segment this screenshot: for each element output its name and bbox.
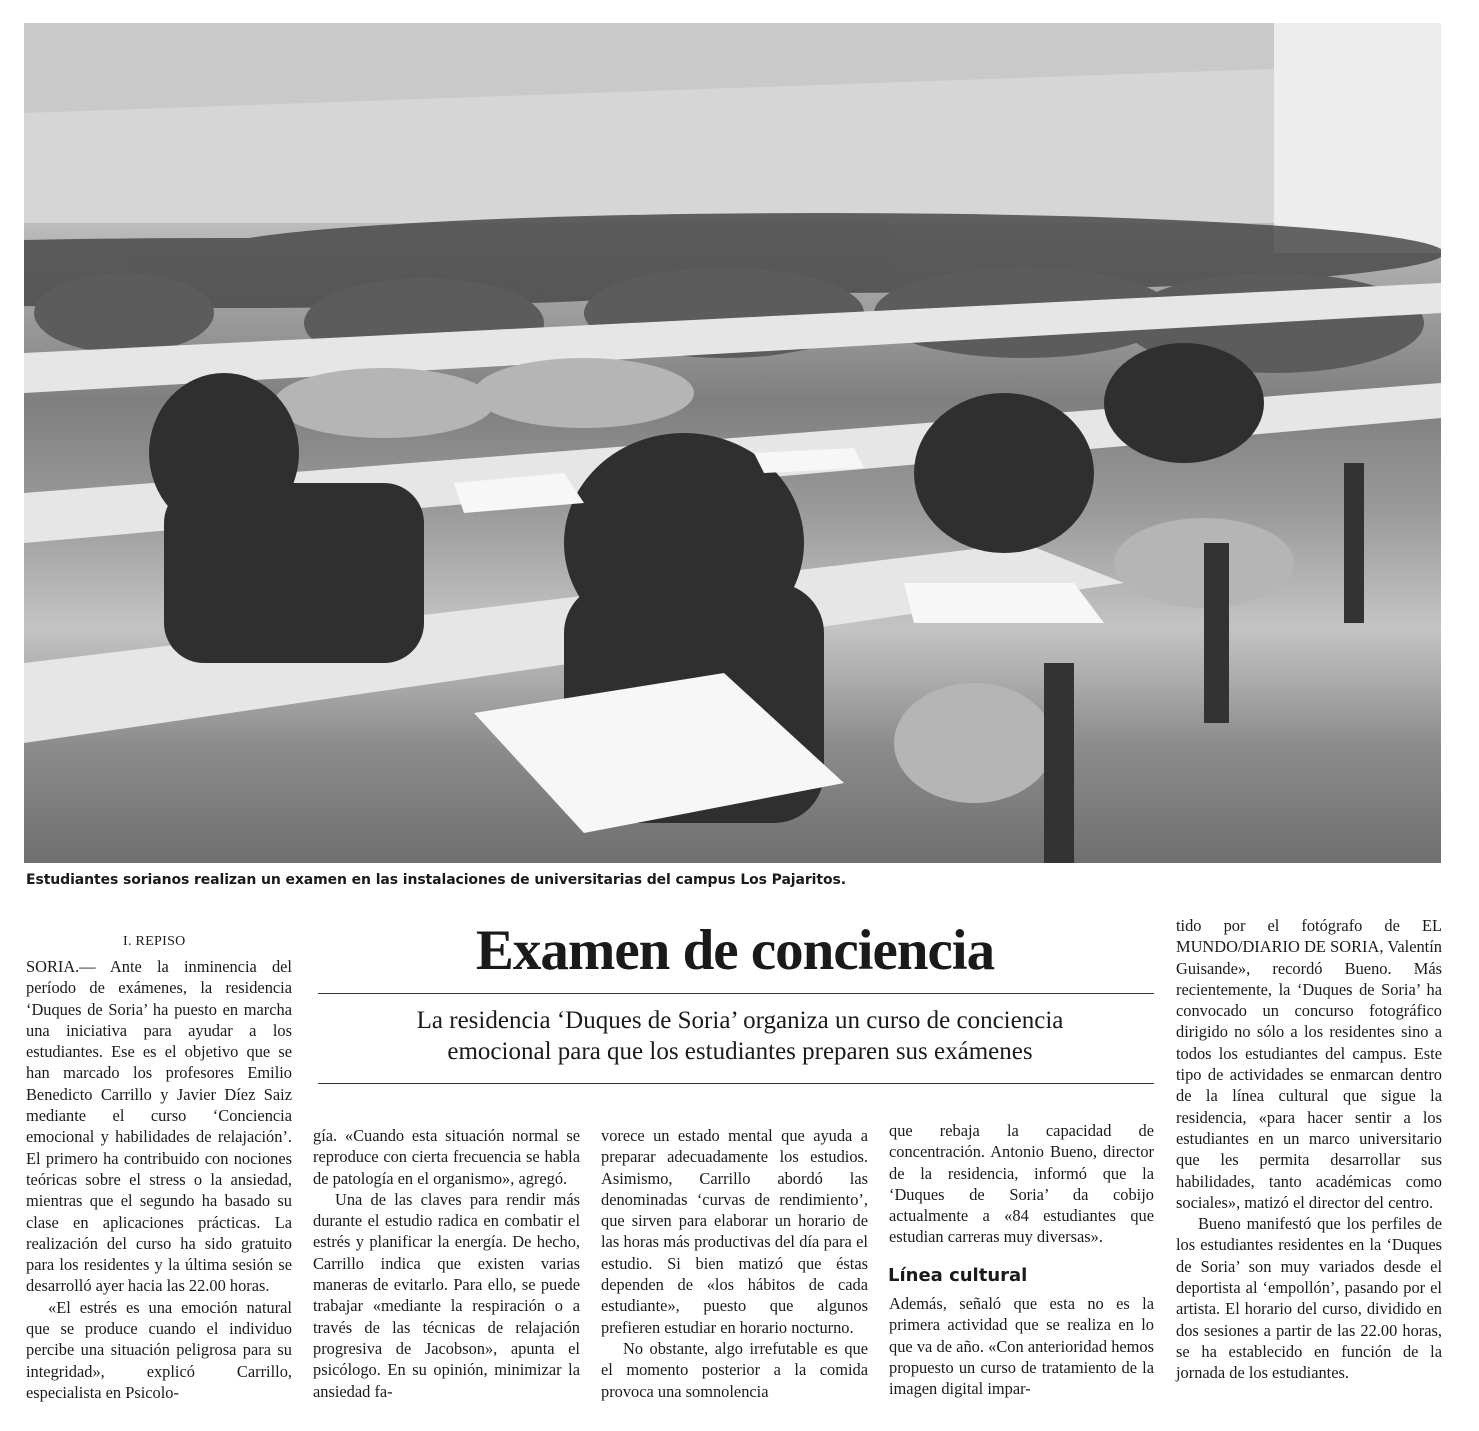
- paragraph: No obstante, algo irrefutable es que el momento posterior a la comida provoca una somnolencia: [601, 1338, 868, 1401]
- article-column-1: [26, 956, 292, 1403]
- article-column-4a: [889, 1120, 1154, 1248]
- photo-caption: Estudiantes sorianos realizan un examen en las instalaciones de universitarias del campus Los Pajaritos.: [26, 872, 846, 888]
- headline-rule-top: [318, 993, 1154, 994]
- article-column-4b: [889, 1293, 1154, 1399]
- article-column-3: [601, 1125, 868, 1402]
- students-exam-photo: [24, 23, 1441, 863]
- paragraph: Bueno manifestó que los perfiles de los estudiantes residentes en la ‘Duques de Soria’ son muy variados desde el deportista al ‘empollón’, pasando por el artista. El horario del curso, dividido en dos sesiones a partir de las 22.00 horas, se ha establecido en función de la jornada de los estudiantes.: [1176, 1214, 1442, 1383]
- subheadline: [320, 1005, 1160, 1067]
- headline: Examen de conciencia: [475, 919, 995, 982]
- paragraph: SORIA.— Ante la inminencia del período de exámenes, la residencia ‘Duques de Soria’ ha puesto en marcha una iniciativa para ayudar a los estudiantes. Ese es el objetivo que se han marcado los profesores Emilio Benedicto Carrillo y Javier Díez Saiz mediante el curso ‘Conciencia emocional y habilidades de relajación’. El primero ha contribuido con nociones teóricas sobre el stress o la ansiedad, mientras que el segundo ha basado su clase en aplicaciones prácticas. La realización del curso ha sido gratuito para los residentes y la última sesión se desarrolló ayer hacia las 22.00 horas.: [26, 957, 292, 1296]
- paragraph: gía. «Cuando esta situación normal se reproduce con cierta frecuencia se habla de patología en el organismo», agregó.: [313, 1126, 580, 1188]
- byline: I. REPISO: [123, 934, 186, 949]
- paragraph: Una de las claves para rendir más durante el estudio radica en combatir el estrés y planificar la energía. De hecho, Carrillo indica que existen varias maneras de evitarlo. Para ello, se puede trabajar «mediante la respiración o a través de las técnicas de relajación progresiva de Jacobson», apunta el psicólogo. En su opinión, minimizar la ansiedad fa-: [313, 1189, 580, 1401]
- headline-rule-bottom: [318, 1083, 1154, 1084]
- paragraph: Además, señaló que esta no es la primera actividad que se realiza en lo que va de año. «Con anterioridad hemos propuesto un curso de tratamiento de la imagen digital impar-: [889, 1294, 1154, 1399]
- subheadline-line-2: emocional para que los estudiantes preparen sus exámenes: [447, 1038, 1033, 1065]
- paragraph: tido por el fotógrafo de EL MUNDO/DIARIO DE SORIA, Valentín Guisande», recordó Bueno. Más recientemente, la ‘Duques de Soria’ ha convocado un concurso fotográfico dirigido no sólo a los residentes sino a todos los estudiantes del campus. Este tipo de actividades se enmarcan dentro de la línea cultural que sigue la residencia, «para hacer sentir a los estudiantes en un marco universitario que les permita desarrollar sus habilidades, tanto académicas como sociales», matizó el director del centro.: [1176, 916, 1442, 1212]
- paragraph: que rebaja la capacidad de concentración. Antonio Bueno, director de la residencia, informó que la ‘Duques de Soria’ da cobijo actualmente a «84 estudiantes que estudian carreras muy diversas».: [889, 1121, 1154, 1247]
- subheadline-line-1: La residencia ‘Duques de Soria’ organiza un curso de conciencia: [416, 1007, 1064, 1034]
- article-column-2: [313, 1125, 580, 1402]
- paragraph: «El estrés es una emoción natural que se produce cuando el individuo percibe una situación peligrosa para su integridad», explicó Carrillo, especialista en Psicolo-: [26, 1297, 292, 1402]
- article-column-5: [1176, 915, 1442, 1384]
- photo-illustration: [24, 23, 1441, 863]
- section-title: Línea cultural: [888, 1265, 1028, 1286]
- paragraph: vorece un estado mental que ayuda a preparar adecuadamente los estudios. Asimismo, Carrillo abordó las denominadas ‘curvas de rendimiento’, que sirven para elaborar un horario de las horas más productivas del día para el estudio. Si bien matizó que éstas dependen de «los hábitos de cada estudiante», puesto que algunos prefieren estudiar en horario nocturno.: [601, 1126, 868, 1337]
